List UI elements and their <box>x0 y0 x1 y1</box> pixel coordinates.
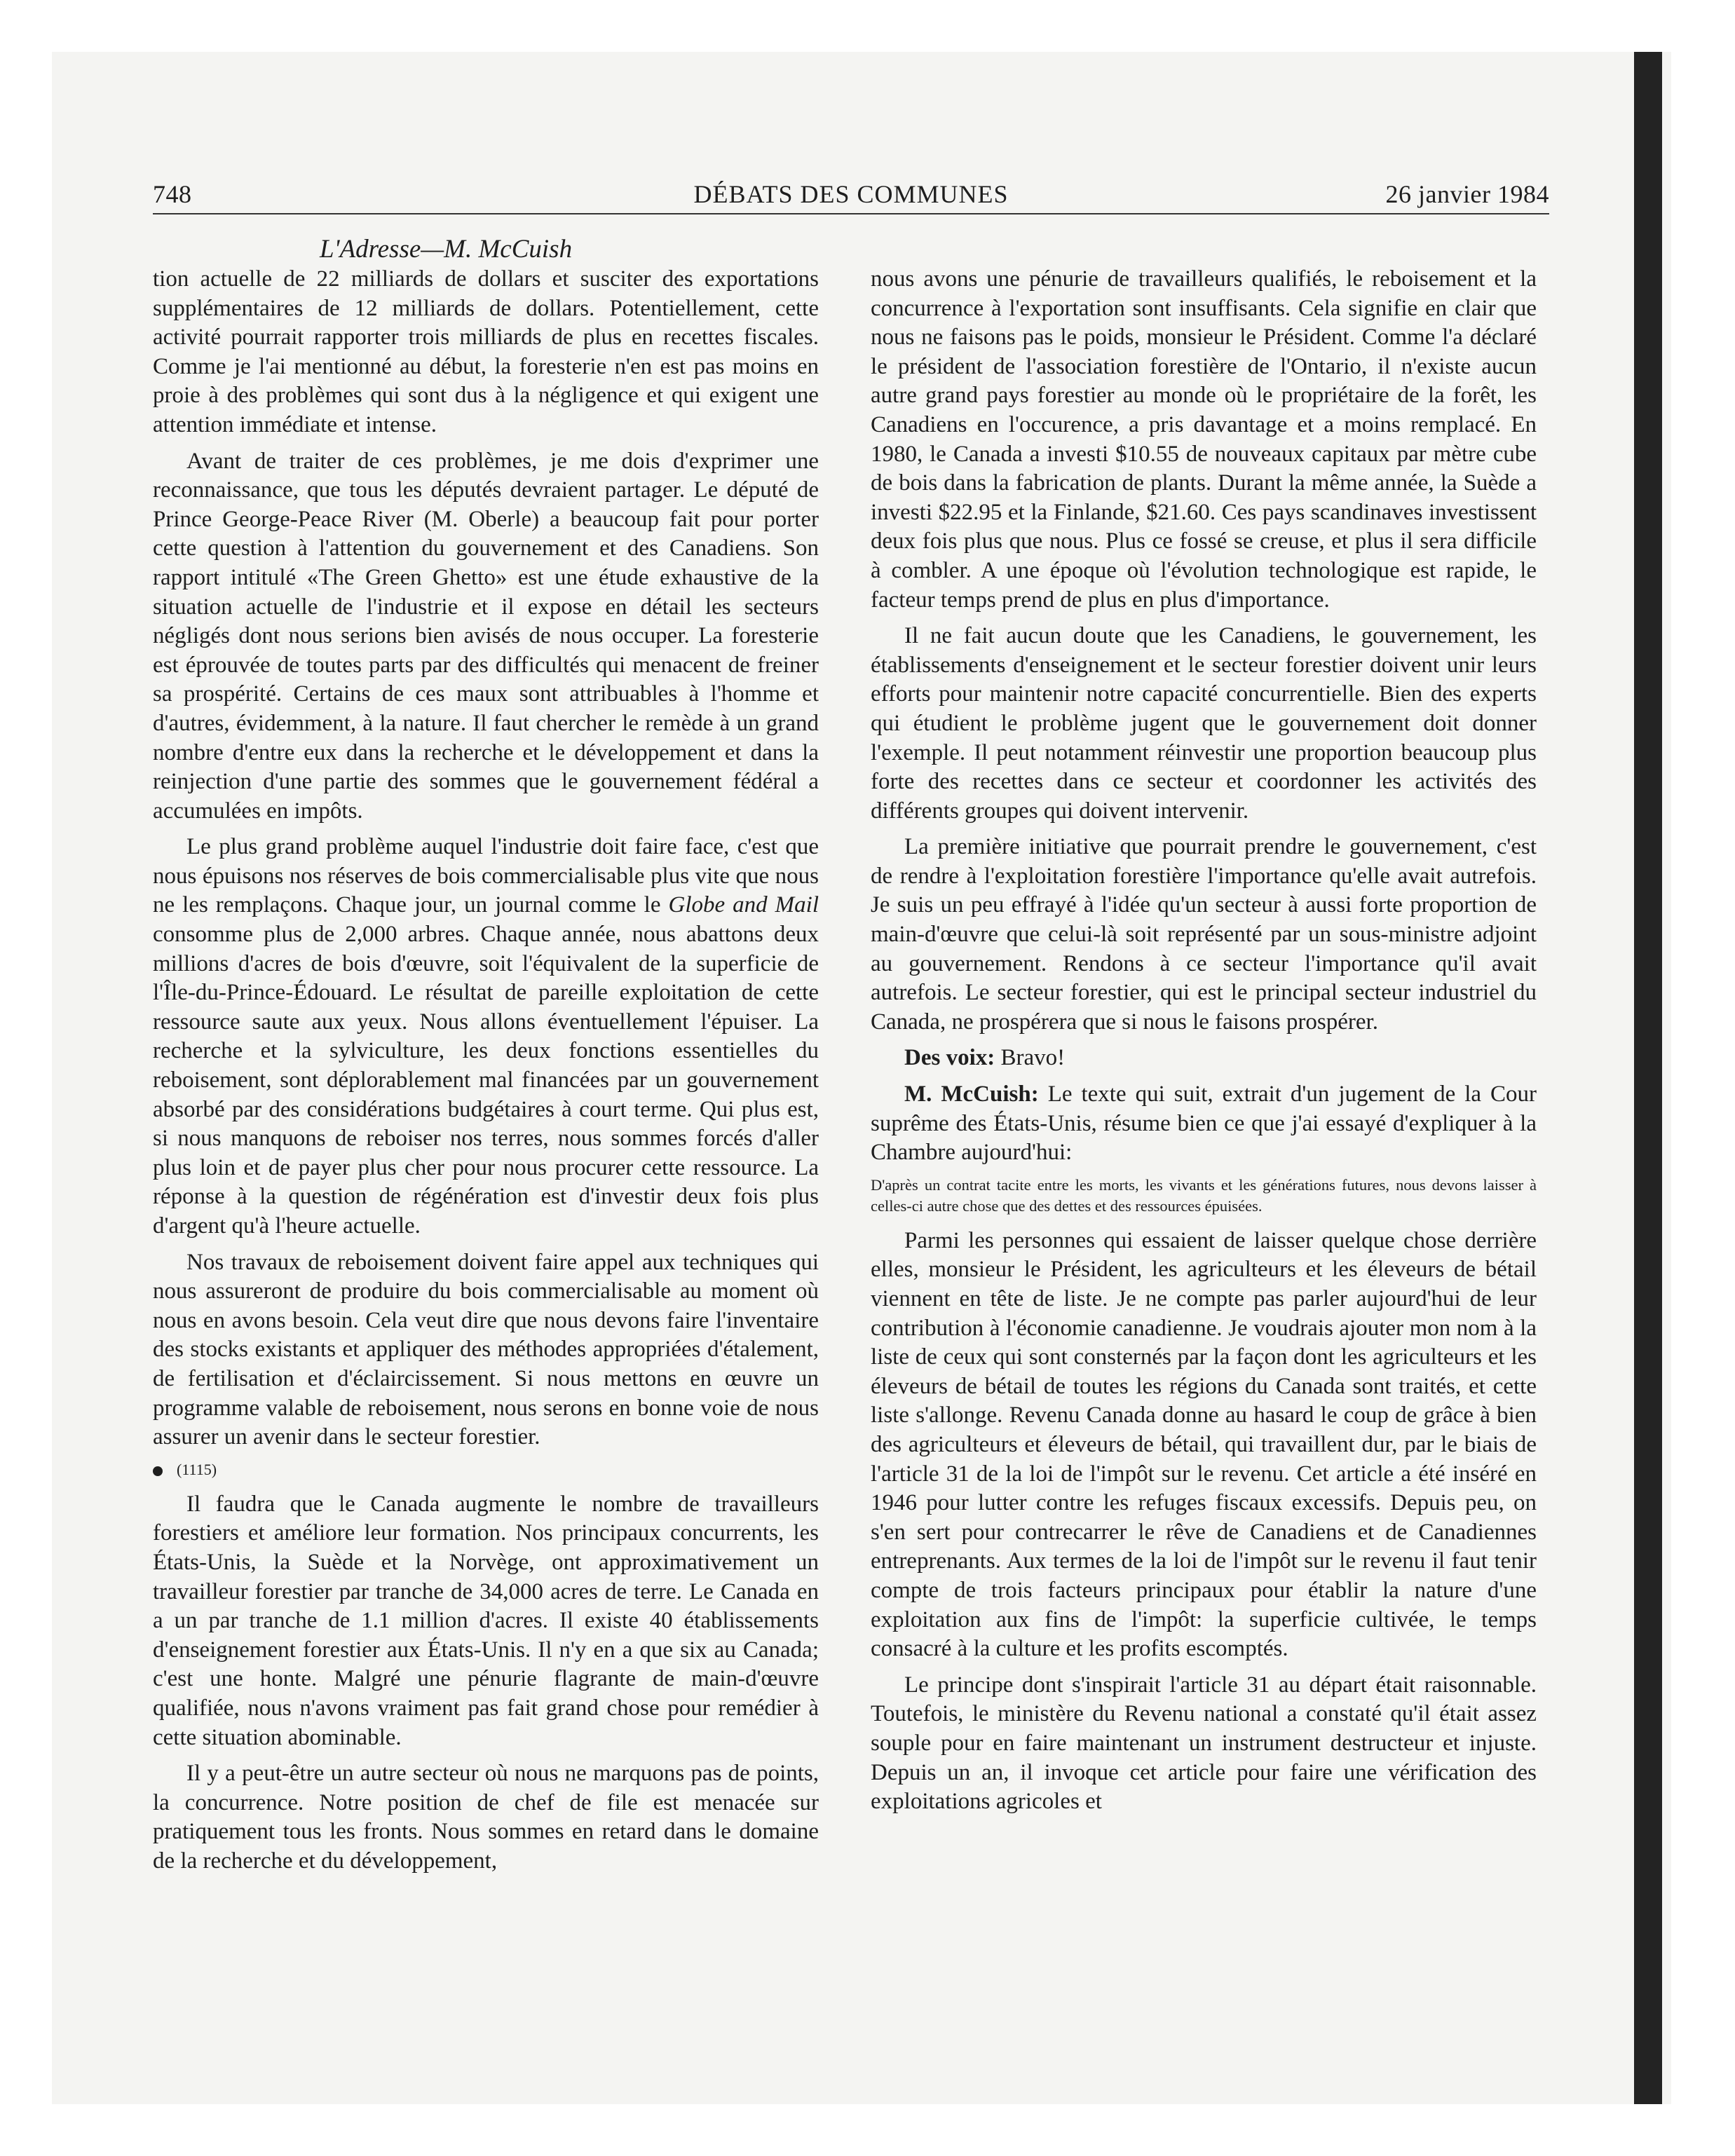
right-column <box>871 265 1537 1824</box>
speaker-name: Des voix: <box>904 1045 995 1071</box>
left-column <box>153 265 819 1883</box>
paragraph: tion actuelle de 22 milliards de dollars et susciter des exportations supplémentaires de 12 milliards de dollars. Potentiellement, cette activité pourrait rapporter trois milliards de plus en recettes fiscales. Comme je l'ai mentionné au début, la foresterie n'en est pas moins en proie à des problèmes qui sont dus à la négligence et qui exigent une attention immédiate et intense. <box>153 266 819 437</box>
paragraph-text: Le plus grand problème auquel l'industrie doit faire face, c'est que nous épuisons nos réserves de bois commercialisable plus vite que nous ne les remplaçons. Chaque jour, un journal comme le <box>153 834 819 918</box>
interjection <box>871 1044 1537 1073</box>
speech-text: Bravo! <box>995 1045 1066 1071</box>
publication-date: 26 janvier 1984 <box>1385 180 1549 208</box>
paragraph: Le principe dont s'inspirait l'article 31 au départ était raisonnable. Toutefois, le ministère du Revenu national a constaté qu'il était assez souple pour en faire maintenant un instrument destructeur et injuste. Depuis un an, il invoque cet article pour faire une vérification des exploitations agricoles et <box>871 1672 1537 1815</box>
paragraph: Parmi les personnes qui essaient de laisser quelque chose derrière elles, monsieur le Président, les agriculteurs et les éleveurs de bétail viennent en tête de liste. Je ne compte pas parler aujourd'hui de leur contribution à l'économie canadienne. Je voudrais ajouter mon nom à la liste de ceux qui sont consternés par la façon dont les agriculteurs et les éleveurs de bétail de toutes les régions du Canada sont traités, et cette liste s'allonge. Revenu Canada donne au hasard le coup de grâce à bien des agriculteurs et éleveurs de bétail, qui travaillent dur, par le biais de l'article 31 de la loi de l'impôt sur le revenu. Cet article a été inséré en 1946 pour lutter contre les refuges fiscaux excessifs. Depuis peu, on s'en sert pour contrecarrer le rêve de Canadiens et de Canadiennes entreprenants. Aux termes de la loi de l'impôt sur le revenu il faut tenir compte de trois facteurs principaux pour établir la nature d'une exploitation aux fins de l'impôt: la superficie cultivée, le temps consacré à la culture et les profits escomptés. <box>871 1227 1537 1662</box>
newspaper-title: Globe and Mail <box>668 892 819 918</box>
paragraph-text: consomme plus de 2,000 arbres. Chaque année, nous abattons deux millions d'acres de bois d'œuvre, soit l'équivalent de la superficie de l'Île-du-Prince-Édouard. Le résultat de pareille exploitation de cette ressource saute aux yeux. Nous allons éventuellement l'épuiser. La recherche et la sylviculture, les deux fonctions essentielles du reboisement, sont déplorablement mal financées par un gouvernement absorbé par des considérations budgétaires à court terme. Qui plus est, si nous manquons de reboiser nos terres, nous sommes forcés d'aller plus loin et de payer plus cher pour nous procurer cette ressource. La réponse à la question de régénération est d'investir deux fois plus d'argent qu'à l'heure actuelle. <box>153 922 819 1239</box>
paragraph <box>153 833 819 1241</box>
scan-edge-shadow <box>1634 52 1662 2104</box>
block-quote: D'après un contrat tacite entre les morts, les vivants et les générations futures, nous devons laisser à celles-ci autre chose que des dettes et des ressources épuisées. <box>871 1175 1537 1215</box>
paragraph: Il faudra que le Canada augmente le nombre de travailleurs forestiers et améliore leur formation. Nos principaux concurrents, les États-Unis, la Suède et la Norvège, ont approximativement un travailleur forestier par tranche de 34,000 acres de terre. Le Canada en a un par tranche de 1.1 million d'acres. Il existe 40 établissements d'enseignement forestier aux États-Unis. Il n'y en a que six au Canada; c'est une honte. Malgré une pénurie flagrante de main-d'œuvre qualifiée, nous n'avons vraiment pas fait grand chose pour remédier à cette situation abominable. <box>153 1491 819 1750</box>
speech <box>871 1080 1537 1168</box>
header-rule <box>153 213 1549 214</box>
page-header <box>153 179 1549 214</box>
time-marker <box>153 1459 819 1480</box>
paragraph: Il ne fait aucun doute que les Canadiens, le gouvernement, les établissements d'enseignement et le secteur forestier doivent unir leurs efforts pour maintenir notre capacité concurrentielle. Bien des experts qui étudient le problème jugent que le gouvernement doit donner l'exemple. Il peut notamment réinvestir une proportion beaucoup plus forte des recettes dans ce secteur et coordonner les activités des différents groupes qui doivent intervenir. <box>871 623 1537 824</box>
publication-title: DÉBATS DES COMMUNES <box>693 180 1009 208</box>
page-number: 748 <box>153 180 192 208</box>
paragraph: La première initiative que pourrait prendre le gouvernement, c'est de rendre à l'exploitation forestière l'importance qu'elle avait autrefois. Je suis un peu effrayé à l'idée qu'un secteur à aussi forte proportion de main-d'œuvre que celui-là soit représenté par un sous-ministre adjoint au gouvernement. Rendons à ce secteur l'importance qu'il avait autrefois. Le secteur forestier, qui est le principal secteur industriel du Canada, ne prospérera que si nous le faisons prospérer. <box>871 834 1537 1035</box>
paragraph: nous avons une pénurie de travailleurs qualifiés, le reboisement et la concurrence à l'exportation sont insuffisants. Cela signifie en clair que nous ne faisons pas le poids, monsieur le Président. Comme l'a déclaré le président de l'association forestière de l'Ontario, il n'existe aucun autre grand pays forestier au monde où le propriétaire de la forêt, les Canadiens en l'occurence, a pris davantage et a moins remplacé. En 1980, le Canada a investi $10.55 de nouveaux capitaux par mètre cube de bois dans la fabrication de plants. Durant la même année, la Suède a investi $22.95 et la Finlande, $21.60. Ces pays scandinaves investissent deux fois plus que nous. Plus ce fossé se creuse, et plus il sera difficile à combler. A une époque où l'évolution technologique est rapide, le facteur temps prend de plus en plus d'importance. <box>871 266 1537 613</box>
paragraph: Nos travaux de reboisement doivent faire appel aux techniques qui nous assureront de produire du bois commercialisable au moment où nous en avons besoin. Cela veut dire que nous devons faire l'inventaire des stocks existants et appliquer des méthodes appropriées d'étalement, de fertilisation et d'éclaircissement. Si nous mettons en œuvre un programme valable de reboisement, nous serons en bonne voie de nous assurer un avenir dans le secteur forestier. <box>153 1249 819 1450</box>
speaker-name: M. McCuish: <box>904 1082 1039 1107</box>
paragraph: Avant de traiter de ces problèmes, je me dois d'exprimer une reconnaissance, que tous les députés devraient partager. Le député de Prince George-Peace River (M. Oberle) a beaucoup fait pour porter cette question à l'attention du gouvernement et des Canadiens. Son rapport intitulé «The Green Ghetto» est une étude exhaustive de la situation actuelle de l'industrie et il expose en détail les secteurs négligés dont nous serions bien avisés de nous occuper. La foresterie est éprouvée de toutes parts par des difficultés qui menacent de freiner sa prospérité. Certains de ces maux sont attribuables à l'homme et d'autres, évidemment, à la nature. Il faut chercher le remède à un grand nombre d'entre eux dans la recherche et le développement et dans la reinjection d'une partie des sommes que le gouvernement fédéral a accumulées en impôts. <box>153 448 819 824</box>
running-head: L'Adresse—M. McCuish <box>320 235 573 264</box>
time-marker-text: (1115) <box>177 1460 217 1478</box>
bullet-icon <box>153 1466 163 1476</box>
paragraph: Il y a peut-être un autre secteur où nous ne marquons pas de points, la concurrence. Notre position de chef de file est menacée sur pratiquement tous les fronts. Nous sommes en retard dans le domaine de la recherche et du développement, <box>153 1761 819 1874</box>
speech-text: Le texte qui suit, extrait d'un jugement de la Cour suprême des États-Unis, résume bien ce que j'ai essayé d'expliquer à la Chambre aujourd'hui: <box>871 1082 1537 1166</box>
